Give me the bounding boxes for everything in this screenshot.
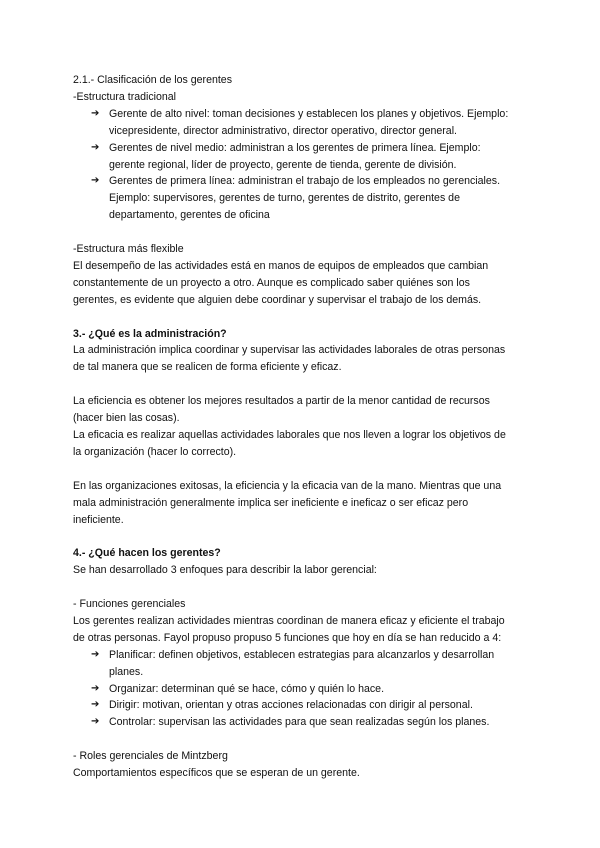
paragraph-line: gerentes, es evidente que alguien debe coordinar y supervisar el trabajo de los demás. <box>73 293 482 306</box>
roles-heading: - Roles gerenciales de Mintzberg <box>73 750 228 763</box>
paragraph-line: mala administración generalmente implica ser ineficiente e ineficaz o ser eficaz pero <box>73 496 469 509</box>
spacer <box>73 579 533 596</box>
spacer <box>73 224 533 241</box>
right-arrow-icon: ➔ <box>91 107 100 119</box>
section-2-1-title: 2.1.- Clasificación de los gerentes <box>73 74 232 86</box>
spacer <box>73 461 533 478</box>
paragraph-line: la organización (hacer lo correcto). <box>73 445 237 458</box>
list-item-line: Gerentes de nivel medio: administran a los gerentes de primera línea. Ejemplo: <box>109 141 481 154</box>
paragraph-line: ineficiente. <box>73 513 124 526</box>
list-item-line: gerente regional, líder de proyecto, gerente de tienda, gerente de división. <box>109 158 457 171</box>
list-item-line: Planificar: definen objetivos, establecen estrategias para alcanzarlos y desarrollan <box>109 648 495 661</box>
traditional-structure-list <box>73 106 533 224</box>
list-item-line: Dirigir: motivan, orientan y otras acciones relacionadas con dirigir al personal. <box>109 699 473 712</box>
list-item-organizar <box>73 681 533 698</box>
list-item-line: Organizar: determinan qué se hace, cómo y quién lo hace. <box>109 682 385 695</box>
list-item-line: Controlar: supervisan las actividades para que sean realizadas según los planes. <box>109 716 490 729</box>
paragraph-line: El desempeño de las actividades está en manos de equipos de empleados que cambian <box>73 259 489 272</box>
paragraph-line: En las organizaciones exitosas, la eficiencia y la eficacia van de la mano. Mientras que una <box>73 479 502 492</box>
right-arrow-icon: ➔ <box>91 648 100 660</box>
right-arrow-icon: ➔ <box>91 716 100 728</box>
list-item-planificar <box>73 647 533 681</box>
functions-list <box>73 647 533 732</box>
paragraph-line: constantemente de un proyecto a otro. Aunque es complicado saber quiénes son los <box>73 276 470 289</box>
section-4-title: 4.- ¿Qué hacen los gerentes? <box>73 547 221 560</box>
paragraph-line: (hacer bien las cosas). <box>73 412 180 425</box>
section-3-title: 3.- ¿Qué es la administración? <box>73 327 227 340</box>
list-item-primera-linea <box>73 173 533 224</box>
spacer <box>73 309 533 326</box>
paragraph-line: Se han desarrollado 3 enfoques para describir la labor gerencial: <box>73 564 377 577</box>
document-body <box>73 72 533 782</box>
list-item-line: Gerente de alto nivel: toman decisiones y establecen los planes y objetivos. Ejemplo: <box>109 107 509 120</box>
list-item-line: planes. <box>109 665 144 678</box>
list-item-dirigir <box>73 697 533 714</box>
list-item-nivel-medio <box>73 140 533 174</box>
spacer <box>73 528 533 545</box>
traditional-structure-heading: -Estructura tradicional <box>73 90 177 103</box>
right-arrow-icon: ➔ <box>91 699 100 711</box>
paragraph-line: La eficiencia es obtener los mejores resultados a partir de la menor cantidad de recursos <box>73 395 490 408</box>
right-arrow-icon: ➔ <box>91 682 100 694</box>
list-item-line: departamento, gerentes de oficina <box>109 209 270 222</box>
list-item-line: vicepresidente, director administrativo, director operativo, director general. <box>109 124 457 137</box>
flexible-structure-heading: -Estructura más flexible <box>73 243 184 256</box>
paragraph-line: Comportamientos específicos que se esperan de un gerente. <box>73 767 360 780</box>
paragraph-line: La administración implica coordinar y supervisar las actividades laborales de otras personas <box>73 344 506 357</box>
functions-heading: - Funciones gerenciales <box>73 598 186 610</box>
list-item-line: Gerentes de primera línea: administran el trabajo de los empleados no gerenciales. <box>109 175 501 188</box>
list-item-alto-nivel <box>73 106 533 140</box>
spacer <box>73 731 533 748</box>
paragraph-line: La eficacia es realizar aquellas actividades laborales que nos lleven a lograr los objetivos de <box>73 428 506 441</box>
right-arrow-icon: ➔ <box>91 141 100 153</box>
paragraph-line: Los gerentes realizan actividades mientras coordinan de manera eficaz y eficiente el trabajo <box>73 614 505 627</box>
paragraph-line: de otras personas. Fayol propuso propuso 5 funciones que hoy en día se han reducido a 4: <box>73 631 502 644</box>
spacer <box>73 376 533 393</box>
list-item-controlar <box>73 714 533 731</box>
right-arrow-icon: ➔ <box>91 175 100 187</box>
list-item-line: Ejemplo: supervisores, gerentes de turno, gerentes de distrito, gerentes de <box>109 192 460 205</box>
paragraph-line: de tal manera que se realicen de forma eficiente y eficaz. <box>73 361 342 374</box>
